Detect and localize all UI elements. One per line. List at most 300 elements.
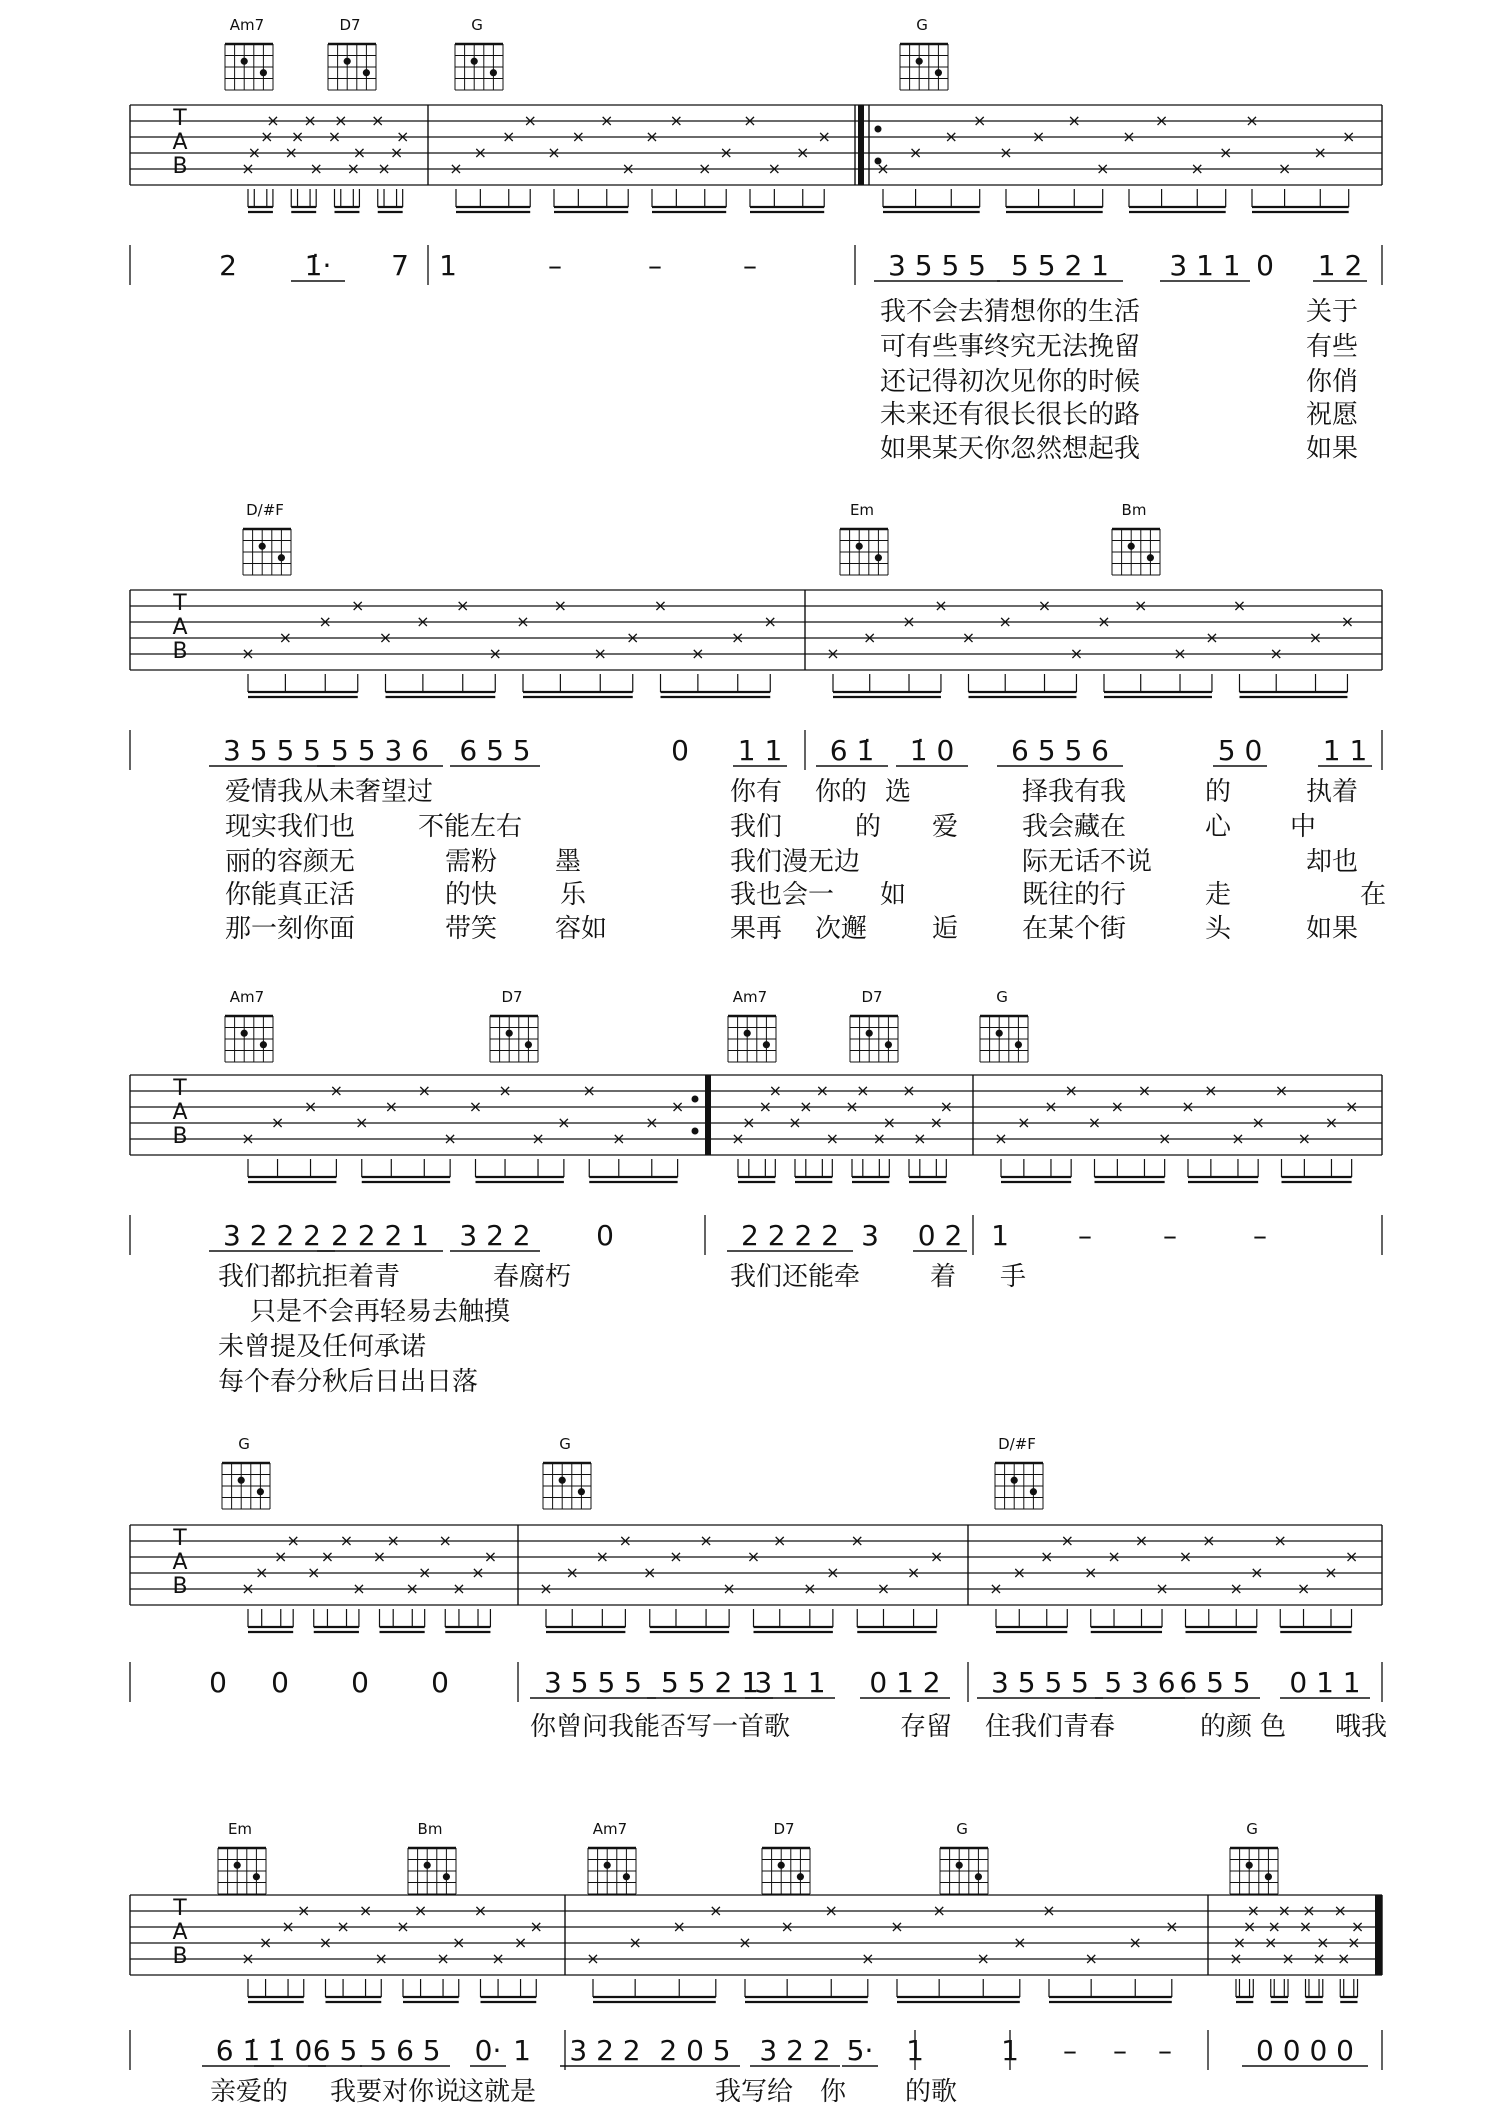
- tab-note-x: ×: [258, 1933, 273, 1952]
- tab-note-x: ×: [1264, 1933, 1278, 1952]
- tab-note-x: ×: [1155, 1579, 1169, 1598]
- tab-note-x: ×: [1107, 1547, 1121, 1566]
- jianpu-group: 6 5 5: [1179, 1666, 1251, 1699]
- chord-name: Em: [849, 501, 875, 519]
- jianpu-group: –: [1078, 1219, 1092, 1252]
- finger-dot: [259, 543, 266, 550]
- tab-note-x: ×: [473, 1901, 488, 1920]
- finger-dot: [253, 1873, 260, 1880]
- tab-note-x: ×: [1344, 1097, 1359, 1116]
- tab-clef-letter: T: [173, 1896, 187, 1921]
- jianpu-group: 3 1 1: [754, 1666, 826, 1699]
- jianpu-group: 1 1: [737, 734, 783, 767]
- jianpu-group: 0: [671, 734, 689, 767]
- tab-clef-letter: B: [172, 1944, 188, 1969]
- tab-note-x: ×: [699, 1531, 713, 1550]
- tab-note-x: ×: [961, 628, 976, 647]
- lyric-segment: 我们都抗拒着青: [218, 1262, 401, 1292]
- jianpu-group: 0: [431, 1666, 449, 1699]
- finger-dot: [257, 1488, 264, 1495]
- chord-name: Am7: [732, 988, 768, 1006]
- finger-dot: [471, 58, 478, 65]
- tab-note-x: ×: [826, 644, 840, 663]
- jianpu-group: 5 0: [1217, 734, 1263, 767]
- tab-clef-letter: A: [172, 1550, 188, 1575]
- chord-name: D7: [339, 16, 361, 34]
- finger-dot: [1011, 1477, 1018, 1484]
- jianpu-group: 3 5 5 5: [544, 1666, 642, 1699]
- finger-dot: [1246, 1862, 1253, 1869]
- tab-note-x: ×: [994, 1129, 1008, 1148]
- tab-note-x: ×: [698, 159, 712, 178]
- chord-name: Am7: [592, 1820, 628, 1838]
- lyric-segment: 只是不会再轻易去触摸: [250, 1297, 511, 1327]
- tab-note-x: ×: [266, 111, 280, 130]
- jianpu-group: 1: [439, 249, 457, 282]
- jianpu-group: 6 1̇: [829, 734, 875, 767]
- tab-note-x: ×: [1037, 596, 1052, 615]
- chord-diagram: [995, 1435, 1043, 1509]
- tab-note-x: ×: [845, 1097, 859, 1116]
- tab-note-x: ×: [1246, 1901, 1260, 1920]
- jianpu-group: 7: [391, 249, 409, 282]
- chord-name: Bm: [417, 1820, 443, 1838]
- tab-note-x: ×: [565, 1563, 579, 1582]
- tab-note-x: ×: [241, 1579, 255, 1598]
- jianpu-group: 0 2: [917, 1219, 963, 1252]
- tab-note-x: ×: [856, 1081, 870, 1100]
- tab-notation-marks: [241, 111, 1364, 2002]
- tab-note-x: ×: [1069, 644, 1084, 663]
- tab-note-x: ×: [612, 1129, 626, 1148]
- final-barline: [1375, 1895, 1382, 1975]
- chord-name: D7: [501, 988, 523, 1006]
- tab-note-x: ×: [303, 1097, 318, 1116]
- jianpu-group: 3 5 5 5: [223, 734, 321, 767]
- jianpu-group: 6 5: [312, 2034, 358, 2067]
- tab-note-x: ×: [1250, 1563, 1264, 1582]
- chord-diagram: [490, 988, 538, 1062]
- tab-note-x: ×: [763, 612, 777, 631]
- tab-note-x: ×: [934, 596, 948, 615]
- tab-note-x: ×: [417, 1081, 431, 1100]
- tab-note-x: ×: [241, 644, 255, 663]
- tab-note-x: ×: [318, 1933, 333, 1952]
- tab-measure-marks: [241, 1531, 1358, 1632]
- jianpu-group: 0·: [474, 2034, 502, 2067]
- lyric-segment: 有些: [1306, 332, 1359, 362]
- chord-name: D/#F: [246, 501, 284, 519]
- tab-clef-letter: B: [172, 1124, 188, 1149]
- finger-dot: [506, 1030, 513, 1037]
- lyric-segment: 心: [1205, 812, 1232, 842]
- chord-name: G: [1246, 1820, 1258, 1838]
- jianpu-group: 3 2 2: [569, 2034, 641, 2067]
- lyric-segment: 却也: [1306, 847, 1359, 877]
- chord-diagram: [408, 1820, 456, 1894]
- chord-name: Em: [227, 1820, 253, 1838]
- chord-diagram: [1230, 1820, 1278, 1894]
- tab-note-x: ×: [327, 127, 342, 146]
- lyric-segment: 还记得初次见你的时候: [880, 367, 1141, 397]
- finger-dot: [1265, 1873, 1272, 1880]
- tab-note-x: ×: [1281, 1949, 1295, 1968]
- tab-note-x: ×: [1324, 1113, 1339, 1132]
- tab-note-x: ×: [270, 1113, 285, 1132]
- tab-note-x: ×: [1013, 1933, 1027, 1952]
- jianpu-group: 1̇ 0: [267, 2034, 313, 2067]
- tab-note-x: ×: [645, 127, 659, 146]
- chord-name: G: [916, 16, 928, 34]
- chord-name: D7: [861, 988, 883, 1006]
- lyric-segment: 你: [820, 2077, 847, 2107]
- finger-dot: [443, 1873, 450, 1880]
- tab-note-x: ×: [939, 1097, 954, 1116]
- tab-note-x: ×: [1251, 1113, 1265, 1132]
- chord-diagram: [222, 1435, 270, 1509]
- tab-note-x: ×: [876, 159, 890, 178]
- tab-note-x: ×: [1245, 111, 1259, 130]
- jianpu-group: 5 5 2 1: [1011, 249, 1109, 282]
- lyric-segment: 墨: [555, 847, 582, 877]
- lyric-segment: 的: [1205, 777, 1232, 807]
- repeat-dot: [692, 1096, 699, 1103]
- tab-note-x: ×: [377, 159, 391, 178]
- tab-note-x: ×: [449, 159, 463, 178]
- lyric-segment: 的颜: [1200, 1712, 1253, 1742]
- tab-note-x: ×: [767, 159, 782, 178]
- chord-diagram: [225, 988, 273, 1062]
- tab-note-x: ×: [906, 1563, 921, 1582]
- finger-dot: [885, 1041, 892, 1048]
- lyric-segment: 每个春分秋后日出日落: [218, 1367, 479, 1397]
- tab-note-x: ×: [1157, 1129, 1172, 1148]
- tab-note-x: ×: [290, 127, 305, 146]
- tab-note-x: ×: [902, 1081, 916, 1100]
- tab-clef-letter: T: [173, 591, 187, 616]
- jianpu-group: 2 2 2 1: [331, 1219, 429, 1252]
- finger-dot: [856, 543, 863, 550]
- lyric-segment: 你能真正活: [225, 880, 356, 910]
- tab-note-x: ×: [1296, 1579, 1311, 1598]
- tab-note-x: ×: [374, 1949, 388, 1968]
- finger-dot: [956, 1862, 963, 1869]
- tab-note-x: ×: [247, 143, 261, 162]
- tab-note-x: ×: [523, 111, 537, 130]
- jianpu-group: 2 2 2 2: [741, 1219, 839, 1252]
- finger-dot: [344, 58, 351, 65]
- tab-note-x: ×: [1267, 1917, 1281, 1936]
- lyric-segment: 次邂: [815, 914, 868, 944]
- tab-note-x: ×: [691, 644, 705, 663]
- finger-dot: [744, 1030, 751, 1037]
- tab-note-x: ×: [468, 1097, 483, 1116]
- finger-dot: [875, 554, 882, 561]
- lyric-segment: 我不会去猜想你的生活: [880, 297, 1141, 327]
- tab-note-x: ×: [1173, 644, 1187, 663]
- lyric-segment: 哦我: [1335, 1712, 1388, 1742]
- tab-note-x: ×: [1134, 1531, 1149, 1550]
- tab-note-x: ×: [1031, 127, 1046, 146]
- tab-note-x: ×: [1044, 1097, 1058, 1116]
- tab-note-x: ×: [254, 1563, 269, 1582]
- jianpu-group: 5 5 3 6: [331, 734, 429, 767]
- tab-note-x: ×: [473, 143, 488, 162]
- tab-note-x: ×: [395, 127, 410, 146]
- lyric-segment: 乐: [560, 880, 587, 910]
- tab-note-x: ×: [396, 1917, 410, 1936]
- lyric-segment: 选: [885, 777, 912, 807]
- lyric-segment: 执着: [1306, 777, 1359, 807]
- tab-note-x: ×: [645, 1113, 659, 1132]
- tab-note-x: ×: [1302, 1901, 1316, 1920]
- finger-dot: [975, 1873, 982, 1880]
- finger-dot: [234, 1862, 241, 1869]
- tab-note-x: ×: [241, 1129, 255, 1148]
- tab-note-x: ×: [1232, 596, 1247, 615]
- finger-dot: [278, 554, 285, 561]
- tab-note-x: ×: [336, 1917, 350, 1936]
- lyric-segment: 存留: [900, 1712, 953, 1742]
- jianpu-group: –: [1163, 1219, 1177, 1252]
- tab-note-x: ×: [1181, 1097, 1195, 1116]
- finger-dot: [866, 1030, 873, 1037]
- lyric-segment: 头: [1205, 914, 1232, 944]
- tab-note-x: ×: [815, 1081, 830, 1100]
- tab-note-x: ×: [1202, 1531, 1216, 1550]
- tab-note-x: ×: [1165, 1917, 1179, 1936]
- tab-note-x: ×: [1341, 127, 1356, 146]
- tab-note-x: ×: [1137, 1081, 1152, 1100]
- finger-dot: [424, 1862, 431, 1869]
- thick-barline: [858, 105, 864, 185]
- tab-note-x: ×: [1350, 1917, 1365, 1936]
- tab-clef-letter: B: [172, 154, 188, 179]
- tab-note-x: ×: [309, 159, 323, 178]
- jianpu-group: 3: [861, 1219, 879, 1252]
- tab-note-x: ×: [882, 1113, 897, 1132]
- jianpu-group: –: [1113, 2034, 1127, 2067]
- lyric-segment: 那一刻你面: [225, 914, 356, 944]
- jianpu-group: 0 1 2: [869, 1666, 941, 1699]
- lyric-segment: 带笑: [445, 914, 498, 944]
- jianpu-group: 0: [209, 1666, 227, 1699]
- tab-note-x: ×: [318, 612, 332, 631]
- tab-note-x: ×: [861, 1949, 875, 1968]
- jianpu-group: –: [648, 249, 662, 282]
- tab-note-x: ×: [780, 1917, 794, 1936]
- repeat-dot: [875, 126, 882, 133]
- tab-note-x: ×: [352, 1579, 366, 1598]
- jianpu-group: –: [743, 249, 757, 282]
- tab-note-x: ×: [491, 1949, 505, 1968]
- tab-clef-letter: A: [172, 130, 188, 155]
- finger-dot: [763, 1041, 770, 1048]
- tab-note-x: ×: [1110, 1097, 1125, 1116]
- tab-note-x: ×: [513, 1933, 528, 1952]
- tab-note-x: ×: [1204, 1081, 1218, 1100]
- tab-staff: [130, 1895, 1382, 1975]
- lyric-segment: 亲爱的: [210, 2077, 289, 2107]
- jianpu-group: 6 5 5 6: [1011, 734, 1109, 767]
- tab-note-x: ×: [850, 1531, 864, 1550]
- chord-diagram: [728, 988, 776, 1062]
- tab-note-x: ×: [483, 1547, 498, 1566]
- finger-dot: [916, 58, 923, 65]
- tab-clef-letter: T: [173, 106, 187, 131]
- tab-note-x: ×: [672, 1917, 686, 1936]
- lyric-segment: 的: [855, 812, 882, 842]
- tab-note-x: ×: [902, 612, 916, 631]
- tab-note-x: ×: [944, 127, 958, 146]
- tab-note-x: ×: [1324, 1563, 1338, 1582]
- chord-diagram: [588, 1820, 636, 1894]
- jianpu-group: 1̇·: [304, 249, 332, 282]
- tab-measure-marks: [241, 111, 1355, 212]
- tab-note-x: ×: [1178, 1547, 1193, 1566]
- tab-clef-letter: A: [172, 615, 188, 640]
- tab-note-x: ×: [1087, 1113, 1102, 1132]
- tab-note-x: ×: [743, 111, 757, 130]
- tab-note-x: ×: [788, 1113, 802, 1132]
- jianpu-group: 0 1 1: [1289, 1666, 1361, 1699]
- tab-clef-letter: A: [172, 1920, 188, 1945]
- chord-diagram: [218, 1820, 266, 1894]
- lyric-segment: 在某个街: [1022, 914, 1127, 944]
- tab-note-x: ×: [1316, 1933, 1330, 1952]
- lyric-segment: 择我有我: [1022, 777, 1127, 807]
- tab-note-x: ×: [416, 612, 430, 631]
- tab-note-x: ×: [346, 159, 361, 178]
- tab-note-x: ×: [1017, 1113, 1031, 1132]
- tab-note-x: ×: [989, 1579, 1003, 1598]
- tab-note-x: ×: [417, 1563, 432, 1582]
- tab-note-x: ×: [452, 1933, 466, 1952]
- finger-dot: [363, 69, 370, 76]
- jianpu-group: 3 2 2 2: [223, 1219, 321, 1252]
- lyric-segment: 住我们青春: [985, 1712, 1116, 1742]
- tab-note-x: ×: [1205, 628, 1219, 647]
- tab-note-x: ×: [334, 111, 348, 130]
- jianpu-group: 1: [906, 2034, 924, 2067]
- tab-note-x: ×: [1312, 1949, 1326, 1968]
- tab-note-x: ×: [405, 1579, 419, 1598]
- tab-note-x: ×: [722, 1579, 736, 1598]
- tab-note-x: ×: [553, 596, 568, 615]
- tab-note-x: ×: [471, 1563, 485, 1582]
- jianpu-group: 0: [1256, 249, 1274, 282]
- tab-note-x: ×: [1097, 612, 1111, 631]
- jianpu-group: 1: [991, 1219, 1009, 1252]
- lyric-segment: 我会藏在: [1022, 812, 1127, 842]
- tab-note-x: ×: [1134, 596, 1148, 615]
- tab-note-x: ×: [1297, 1129, 1312, 1148]
- jianpu-group: 5 3 6: [1104, 1666, 1176, 1699]
- tab-note-x: ×: [547, 143, 561, 162]
- finger-dot: [260, 69, 267, 76]
- tab-note-x: ×: [976, 1949, 990, 1968]
- chord-diagram: [940, 1820, 988, 1894]
- tab-measure-marks: [241, 1081, 1358, 1182]
- tab-note-x: ×: [557, 1113, 571, 1132]
- tab-note-x: ×: [1067, 111, 1081, 130]
- tab-clef-letter: A: [172, 1100, 188, 1125]
- tab-note-x: ×: [817, 127, 831, 146]
- tab-note-x: ×: [1313, 143, 1327, 162]
- chord-diagram: [840, 501, 888, 575]
- tab-clef-letter: T: [173, 1076, 187, 1101]
- lyric-segment: 未来还有很长很长的路: [880, 400, 1141, 430]
- chord-name: G: [238, 1435, 250, 1453]
- jianpu-group: 0: [351, 1666, 369, 1699]
- lyric-segment: 你俏: [1306, 367, 1359, 397]
- lyric-segment: 中: [1290, 812, 1317, 842]
- jianpu-group: 5 6 5: [369, 2034, 441, 2067]
- tab-note-x: ×: [738, 1933, 752, 1952]
- tab-note-x: ×: [742, 1113, 756, 1132]
- tab-note-x: ×: [1229, 1949, 1243, 1968]
- jianpu-group: 0: [596, 1219, 614, 1252]
- tab-note-x: ×: [488, 644, 502, 663]
- jianpu-group: 3 1 1: [1169, 249, 1241, 282]
- tab-note-x: ×: [456, 596, 470, 615]
- finger-dot: [490, 69, 497, 76]
- chord-name: G: [471, 16, 483, 34]
- tab-note-x: ×: [618, 1531, 633, 1550]
- tab-note-x: ×: [825, 1129, 840, 1148]
- chord-diagram: [225, 16, 273, 90]
- lyric-segment: 色: [1260, 1712, 1287, 1742]
- tab-note-x: ×: [1218, 143, 1233, 162]
- tab-note-x: ×: [378, 628, 393, 647]
- tab-note-x: ×: [626, 628, 640, 647]
- tab-note-x: ×: [1190, 159, 1204, 178]
- lyric-segment: 在: [1360, 880, 1387, 910]
- lyric-segment: 这就是: [458, 2077, 537, 2107]
- tab-note-x: ×: [307, 1563, 321, 1582]
- tab-note-x: ×: [386, 1531, 400, 1550]
- chord-name: G: [559, 1435, 571, 1453]
- tab-note-x: ×: [731, 1129, 745, 1148]
- tab-note-x: ×: [372, 1547, 387, 1566]
- tab-note-x: ×: [1060, 1531, 1074, 1550]
- tab-note-x: ×: [1274, 1081, 1289, 1100]
- finger-dot: [260, 1041, 267, 1048]
- tab-note-x: ×: [531, 1129, 545, 1148]
- lyric-segment: 如果: [1306, 914, 1359, 944]
- chord-name: G: [996, 988, 1008, 1006]
- finger-dot: [578, 1488, 585, 1495]
- chord-diagram: [850, 988, 898, 1062]
- chord-diagram: [900, 16, 948, 90]
- tab-note-x: ×: [746, 1547, 761, 1566]
- tab-note-x: ×: [529, 1917, 543, 1936]
- finger-dot: [996, 1030, 1003, 1037]
- tab-note-x: ×: [799, 1097, 813, 1116]
- lyric-segment: 可有些事终究无法挽留: [880, 332, 1141, 362]
- chord-diagram: [455, 16, 503, 90]
- tab-note-x: ×: [389, 143, 404, 162]
- tab-note-x: ×: [876, 1579, 891, 1598]
- jianpu-group: –: [1158, 2034, 1172, 2067]
- tab-note-x: ×: [643, 1563, 657, 1582]
- tab-note-x: ×: [1229, 1579, 1243, 1598]
- tab-note-x: ×: [278, 628, 293, 647]
- tab-note-x: ×: [274, 1547, 288, 1566]
- tab-note-x: ×: [516, 612, 530, 631]
- lyric-segment: 祝愿: [1306, 400, 1359, 430]
- finger-dot: [241, 1030, 248, 1037]
